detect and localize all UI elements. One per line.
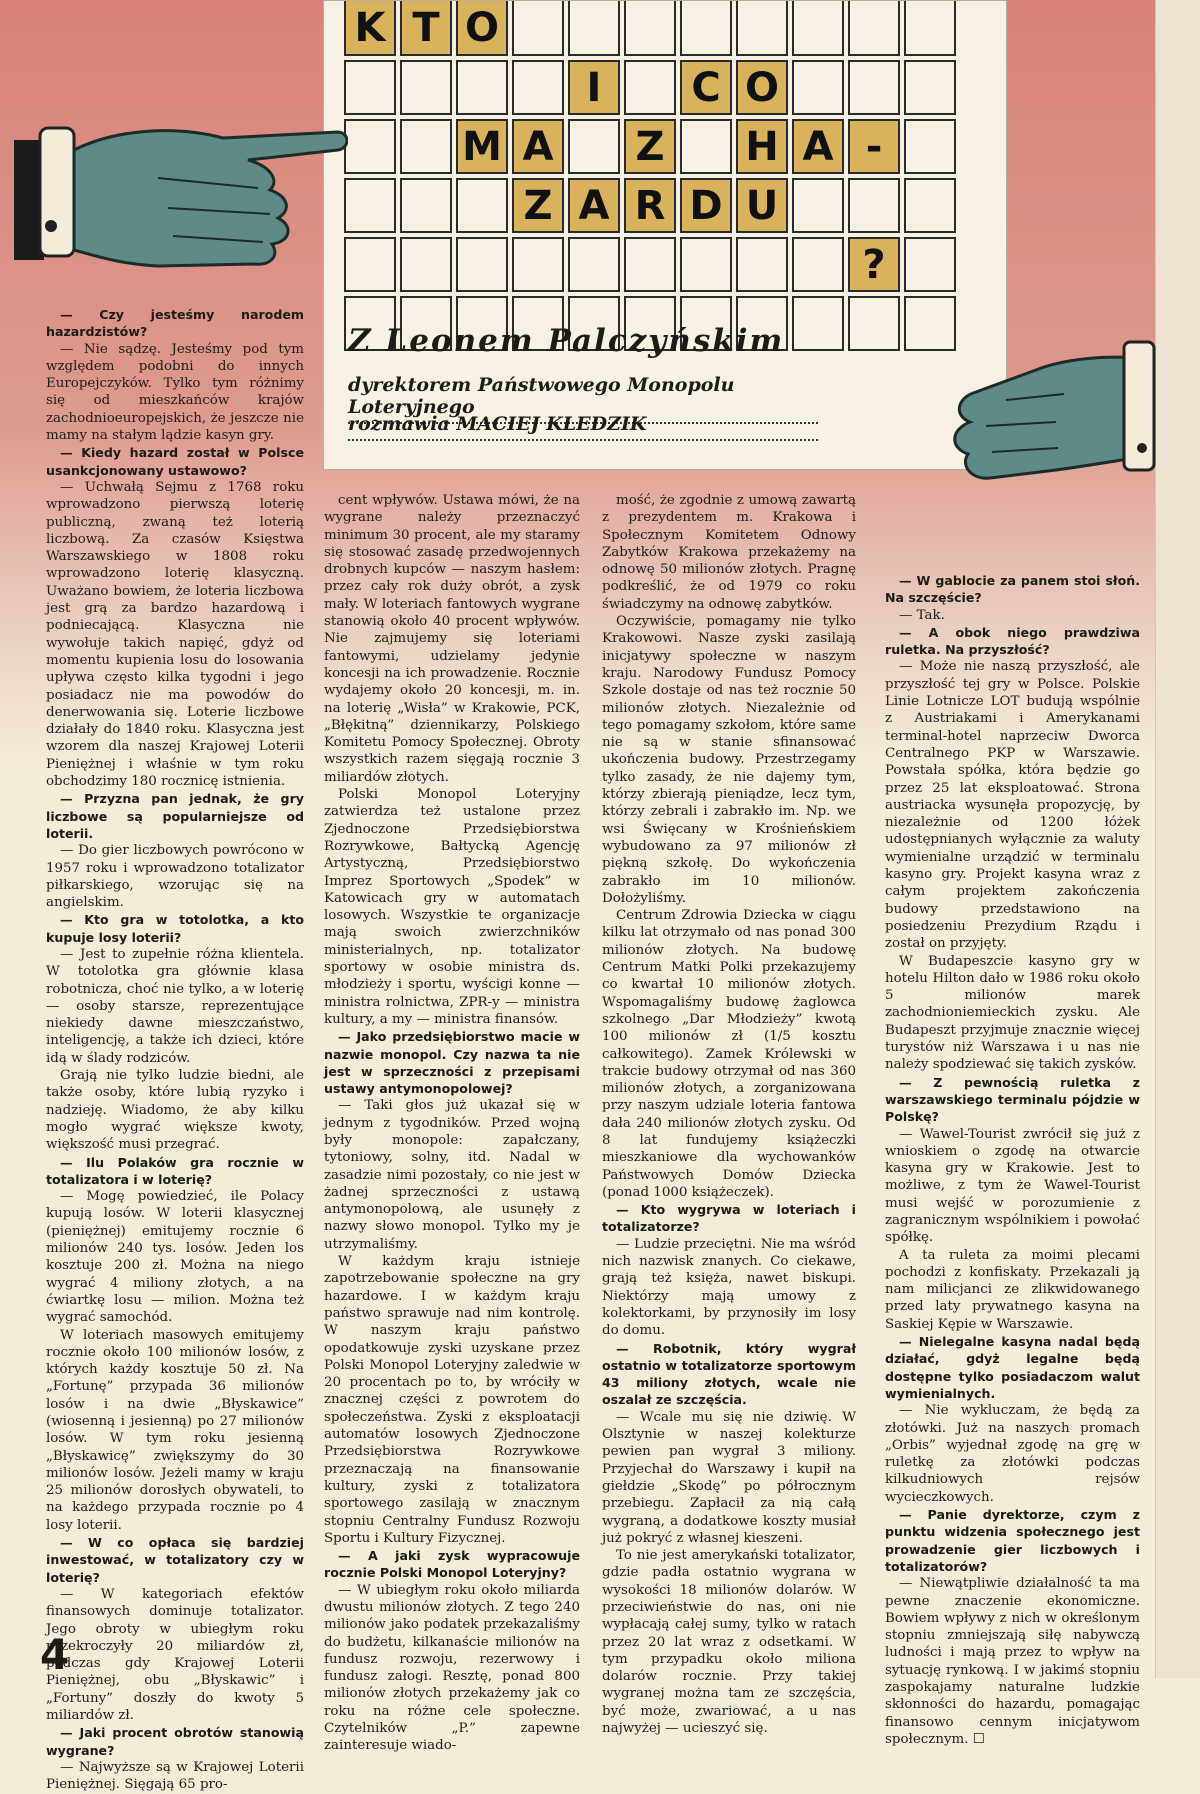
page-number: 4: [40, 1630, 70, 1679]
title-letter-tile: T: [400, 1, 452, 56]
title-letter-tile: D: [680, 178, 732, 233]
page-edge-strip: [1155, 0, 1200, 1678]
interview-answer: A ta ruleta za moimi plecami pochodzi z konfiskaty. Przekazali ją nam milicjanci ze zlikwidowanego przed laty prywatnego kasyna na Saskiej Kępie w Warszawie.: [885, 1247, 1140, 1332]
interview-answer: — Jest to zupełnie różna klientela. W totolotka gra głównie klasa robotnicza, choć nie tylko, a w loterię — osoby starsze, reprezentujące niekiedy dawne mieszczaństwo, inteligencję, a także ich dzieci, które idą w ślady rodziców.: [46, 946, 304, 1066]
interview-question: — Robotnik, który wygrał ostatnio w totalizatorze sportowym 43 miliony złotych, wcale nie oszalał ze szczęścia.: [602, 1340, 856, 1408]
grid-cell: [512, 1, 564, 56]
interview-question: — A jaki zysk wypracowuje rocznie Polski Monopol Loteryjny?: [324, 1548, 580, 1581]
interview-answer: Polski Monopol Loteryjny zatwierdza też ustalone przez Zjednoczone Przedsiębiorstwa Rozrywkowe, Bałtycką Agencję Artystyczną, Przedsiębiorstwo Imprez Sportowych „Spodek” w Katowicach gry w automatach losowych. Wszystkie te organizacje mają swoich zwierzchników ministerialnych, np. totalizator sportowy w osobie ministra ds. młodzieży i sportu, wyścigi konne — ministra rolnictwa, ZPR-y — ministra kultury, a my — ministra finansów.: [324, 787, 580, 1027]
interview-answer: W Budapeszcie kasyno gry w hotelu Hilton dało w 1986 roku około 5 milionów marek zachodnioniemieckich zysku. Ale Budapeszt przyjmuje znacznie więcej turystów niż Warszawa i u nas nie należy spodziewać się takich zysków.: [885, 953, 1140, 1073]
interview-answer: — Niewątpliwie działalność ta ma pewne znaczenie ekonomiczne. Bowiem wpływy z nich w określonym stopniu zmniejszają siłę nabywczą ludności i mają przez to wpływ na sytuację rynkową. I w jakimś stopniu zaspokajamy naturalne ludzkie skłonności do hazardu, pomagając finansowo cennym inicjatywom społecznym. ☐: [885, 1576, 1140, 1747]
grid-cell: [904, 237, 956, 292]
interview-question: — Przyzna pan jednak, że gry liczbowe są popularniejsze od loterii.: [46, 791, 304, 841]
interview-answer: — Do gier liczbowych powrócono w 1957 roku i wprowadzono totalizator piłkarskiego, wzorując się na angielskim.: [46, 843, 304, 911]
interview-answer: — Nie wykluczam, że będą za złotówki. Już na naszych promach „Orbis” wyjednał zgodę na grę w ruletkę za złotówki podczas kilkudniowych rejsów wycieczkowych.: [885, 1403, 1140, 1505]
interview-question: — Kto gra w totolotka, a kto kupuje losy loterii?: [46, 912, 304, 945]
position-line: dyrektorem Państwowego Monopolu Loteryjnego: [348, 374, 818, 424]
title-letter-tile: -: [848, 119, 900, 174]
grid-cell: [680, 237, 732, 292]
interview-answer: — Mogę powiedzieć, ile Polacy kupują losów. W loterii klasycznej (pieniężnej) emitujemy rocznie 6 milionów 240 tys. losów. Jeden los kosztuje 200 zł. Można na niego wygrać 4 miliony złotych, a na ćwiartkę losu — milion. Można też wygrać samochód.: [46, 1189, 304, 1326]
text-column-4: [885, 572, 1140, 1748]
interview-answer: To nie jest amerykański totalizator, gdzie padła ostatnio wygrana w wysokości 18 milionów dolarów. W przeciwieństwie do nas, oni nie wypłacają całej sumy, tylko w ratach przez 20 lat wraz z odsetkami. W tym przypadku około miliona dolarów rocznie. Przy takiej wygranej można tam ze szczęścia, być może, zwariować, a u nas najwyżej — ucieszyć się.: [602, 1548, 856, 1737]
interview-answer: Grają nie tylko ludzie biedni, ale także osoby, które lubią ryzyko i nadzieję. Wiadomo, że aby kilku mogło wygrać większe kwoty, większość musi przegrać.: [46, 1068, 304, 1153]
interview-answer: mość, że zgodnie z umową zawartą z prezydentem m. Krakowa i Społecznym Komitetem Odnowy Zabytków Krakowa przekażemy na odnowę 50 milionów złotych. Pragnę podkreślić, że od 1979 co roku świadczymy na odnowę zabytków.: [602, 493, 856, 612]
grid-cell: [512, 60, 564, 115]
title-letter-tile: ?: [848, 237, 900, 292]
interview-answer: W loteriach masowych emitujemy rocznie około 100 milionów losów, z których każdy kosztuje 50 zł. Na „Fortunę” przypada 36 milionów losów i na dwie „Błyskawice” (wiosenną i jesienną) po 27 milionów losów. W tym roku jesienną „Błyskawicę” zwiększymy do 30 milionów losów. Jeżeli mamy w kraju 25 milionów dorosłych obywateli, to na każdego przypada rocznie po 4 losy loterii.: [46, 1327, 304, 1533]
grid-cell: [904, 119, 956, 174]
grid-cell: [792, 237, 844, 292]
interview-question: — Czy jesteśmy narodem hazardzistów?: [46, 307, 304, 340]
grid-cell: [456, 60, 508, 115]
title-letter-tile: O: [456, 1, 508, 56]
title-letter-tile: A: [568, 178, 620, 233]
text-column-2: [324, 492, 580, 1755]
grid-cell: [848, 178, 900, 233]
title-letter-tile: A: [512, 119, 564, 174]
title-letter-tile: Z: [512, 178, 564, 233]
grid-cell: [904, 1, 956, 56]
interview-answer: — Ludzie przeciętni. Nie ma wśród nich nazwisk znanych. Co ciekawe, grają też księża, nawet biskupi. Niektórzy mają umowy z kolektorkami, by przynosiły im losy do domu.: [602, 1236, 856, 1339]
interview-answer: — Wcale mu się nie dziwię. W Olsztynie w naszej kolekturze pewien pan wygrał 3 miliony. Przyjechał do Warszawy i kupił na giełdzie „Skodę” po półrocznym przebiegu. Zapłacił za nią całą wygraną, a dodatkowe koszty musiał już pokryć z własnej kieszeni.: [602, 1409, 856, 1546]
interview-answer: Oczywiście, pomagamy nie tylko Krakowowi. Nasze zyski zasilają inicjatywy społeczne w naszym kraju. Narodowy Fundusz Pomocy Szkole dostaje od nas też rocznie 50 milionów złotych. Niezależnie od tego pomagamy szkołom, które same nie są w stanie sfinansować ukończenia budowy. Przestrzegamy tylko zasady, że nie dajemy tym, którzy zbierają pieniądze, lecz tym, którzy zebrali i zabrakło im. Np. we wsi Święcany w Krośnieńskiem wybudowano za 97 milionów zł piękną szkołę. Do wykończenia zabrakło im 10 milionów. Dołożyliśmy.: [602, 614, 856, 906]
interview-answer: — Nie sądzę. Jesteśmy pod tym względem podobni do innych Europejczyków. Tylko tym różnimy się od mieszkańców krajów zachodnioeuropejskich, że jeszcze nie mamy na stałym lądzie kasyn gry.: [46, 341, 304, 444]
grid-cell: [568, 119, 620, 174]
grid-cell: [344, 178, 396, 233]
grid-cell: [848, 1, 900, 56]
grid-cell: [848, 60, 900, 115]
interview-question: — W gablocie za panem stoi słoń. Na szczęście?: [885, 573, 1140, 606]
title-letter-tile: K: [344, 1, 396, 56]
interview-answer: — W ubiegłym roku około miliarda dwustu milionów złotych. Z tego 240 milionów jako podatek przekazaliśmy do budżetu, kilkanaście milionów na fundusz rozwoju, rezerwowy i fundusz załogi. Resztę, ponad 800 milionów złotych przekażemy jak co roku na różne cele społeczne. Czytelników „P.” zapewne zainteresuje wiado-: [324, 1582, 580, 1754]
grid-cell: [680, 119, 732, 174]
interview-question: — Z pewnością ruletka z warszawskiego terminalu pójdzie w Polskę?: [885, 1074, 1140, 1125]
grid-cell: [792, 1, 844, 56]
interview-question: — Ilu Polaków gra rocznie w totalizatora i w loterię?: [46, 1154, 304, 1187]
interview-question: — Nielegalne kasyna nadal będą działać, gdyż legalne będą dostępne tylko posiadaczom walut wymienialnych.: [885, 1334, 1140, 1401]
pointing-hand-left-icon: [8, 118, 348, 278]
title-letter-tile: C: [680, 60, 732, 115]
title-letter-tile: A: [792, 119, 844, 174]
grid-cell: [512, 237, 564, 292]
grid-cell: [680, 1, 732, 56]
grid-cell: [624, 1, 676, 56]
interview-question: — Kiedy hazard został w Polsce usankcjonowany ustawowo?: [46, 445, 304, 478]
pointing-hand-right-icon: [946, 330, 1156, 500]
grid-cell: [344, 237, 396, 292]
grid-cell: [568, 237, 620, 292]
grid-cell: [624, 60, 676, 115]
title-letter-tile: R: [624, 178, 676, 233]
grid-cell: [400, 60, 452, 115]
title-letter-tile: O: [736, 60, 788, 115]
interview-question: — Panie dyrektorze, czym z punktu widzenia społecznego jest prowadzenie gier liczbowych i totalizatorów?: [885, 1507, 1140, 1574]
interview-question: — Jako przedsiębiorstwo macie w nazwie monopol. Czy nazwa ta nie jest w sprzeczności z przepisami ustawy antymonopolowej?: [324, 1029, 580, 1097]
interview-answer: Centrum Zdrowia Dziecka w ciągu kilku lat otrzymało od nas ponad 300 milionów złotych. Na budowę Centrum Matki Polki przekazujemy co kwartał 10 milionów złotych. Wspomagaliśmy budowę żaglowca szkolnego „Dar Młodzieży” kwotą 100 milionów zł (1/5 kosztu całkowitego). Zamek Królewski w trakcie budowy otrzymał od nas 360 milionów złotych, a zorganizowana przy naszym udziale loteria fantowa dała 240 milionów złotych zysku. Od 8 lat fundujemy książeczki mieszkaniowe dla wychowanków Państwowych Domów Dziecka (ponad 1000 książeczek).: [602, 908, 856, 1200]
interview-answer: — Taki głos już ukazał się w jednym z tygodników. Przed wojną były monopole: zapałczany, tytoniowy, solny, itd. Nadal w zasadzie nimi pozostały, co nie jest w żadnej sprzeczności z ustawą antymonopolową, ale usunęły z nazwy słowo monopol. Tylko my je utrzymaliśmy.: [324, 1098, 580, 1252]
grid-cell: [624, 237, 676, 292]
interview-answer: — Uchwałą Sejmu z 1768 roku wprowadzono pierwszą loterię publiczną, zwaną też loterią liczbową. Za czasów Księstwa Warszawskiego w 1808 roku wprowadzono loterię klasyczną. Uważano bowiem, że loteria liczbowa jest grą za bardzo hazardową i podniecającą. Klasyczna nie wywołuje takich napięć, gdyż od momentu kupienia losu do losowania upływa często kilka tygodni i jego posiadacz nie ma powodów do denerwowania się. Loterie liczbowe działały do 1840 roku. Klasyczna jest wzorem dla naszej Krajowej Loterii Pieniężnej i właśnie w tym roku obchodzimy 180 rocznicę istnienia.: [46, 479, 304, 790]
title-letter-tile: U: [736, 178, 788, 233]
interview-question: — A obok niego prawdziwa ruletka. Na przyszłość?: [885, 624, 1140, 658]
interview-question: — Kto wygrywa w loteriach i totalizatorze?: [602, 1202, 856, 1235]
grid-cell: [400, 237, 452, 292]
title-grid: [344, 1, 956, 351]
interviewee-line: Z Leonem Palczyńskim: [348, 323, 785, 359]
grid-cell: [400, 178, 452, 233]
interview-answer: — W kategoriach efektów finansowych dominuje totalizator. Jego obroty w ubiegłym roku przekroczyły 20 miliardów zł, podczas gdy Krajowej Loterii Pieniężnej, obu „Błyskawic” i „Fortuny” doszły do kwoty 5 miliardów zł.: [46, 1586, 304, 1724]
interview-answer: W każdym kraju istnieje zapotrzebowanie społeczne na gry hazardowe. I w każdym kraju państwo sprawuje nad nim kontrolę. W naszym kraju państwo opodatkowuje zyski uzyskane przez Polski Monopol Loteryjny zaledwie w 20 procentach po to, by wróciły w znacznej części z powrotem do społeczeństwa. Zyski z eksploatacji automatów losowych Zjednoczone Przedsiębiorstwa Rozrywkowe przeznaczają na finansowanie kultury, zyski z totalizatora sportowego zasilają w znacznym stopniu Centralny Fundusz Rozwoju Sportu i Kultury Fizycznej.: [324, 1254, 580, 1546]
interview-answer: — Najwyższe są w Krajowej Loterii Pieniężnej. Sięgają 65 pro-: [46, 1759, 304, 1793]
grid-cell: [904, 60, 956, 115]
grid-cell: [792, 60, 844, 115]
grid-cell: [344, 119, 396, 174]
grid-cell: [736, 1, 788, 56]
title-letter-tile: I: [568, 60, 620, 115]
grid-cell: [400, 119, 452, 174]
grid-cell: [456, 178, 508, 233]
grid-cell: [904, 178, 956, 233]
grid-cell: [736, 237, 788, 292]
text-column-3: [602, 492, 856, 1737]
grid-cell: [456, 237, 508, 292]
grid-cell: [344, 60, 396, 115]
interview-question: — W co opłaca się bardziej inwestować, w totalizatory czy w loterię?: [46, 1535, 304, 1585]
grid-cell: [792, 178, 844, 233]
interview-answer: — Tak.: [899, 607, 945, 623]
interview-answer: — Wawel-Tourist zwrócił się już z wnioskiem o zgodę na otwarcie kasyna gry w Krakowie. Jest to możliwe, z tym że Wawel-Tourist musi wejść w porozumienie z zagranicznym wspólnikiem i powołać spółkę.: [885, 1126, 1140, 1246]
interview-answer: — Może nie naszą przyszłość, ale przyszłość tej gry w Polsce. Polskie Linie Lotnicze LOT budują wspólnie z Austriakami i Amerykanami terminal-hotel naprzeciw Dworca Centralnego PKP w Warszawie. Powstała spółka, która będzie go przez 25 lat eksploatować. Strona austriacka wysunęła propozycję, by niezależnie od 1200 łóżek udostępnianych wyłącznie za waluty wymienialne urządzić w terminalu kasyno gry. Projekt kasyna wraz z całym projektem zakończenia budowy przedstawiono na posiedzeniu Prezydium Rządu i został on przyjęty.: [885, 659, 1140, 952]
title-crossword-box: [323, 0, 1007, 470]
grid-cell: [568, 1, 620, 56]
interview-question: — Jaki procent obrotów stanowią wygrane?: [46, 1725, 304, 1758]
title-letter-tile: M: [456, 119, 508, 174]
interview-answer: cent wpływów. Ustawa mówi, że na wygrane należy przeznaczyć minimum 30 procent, ale my staramy się stosować zasadę przedwojennych drobnych kupców — naszym hasłem: przez cały rok duży obrót, a zysk mały. W loteriach fantowych wygrane stanowią około 40 procent wpływów. Nie zajmujemy się loteriami fantowymi, udzielamy jedynie koncesji na ich prowadzenie. Rocznie wydajemy około 20 koncesji, m. in. na loterię „Wisła” w Krakowie, PCK, „Błękitną” dziennikarzy, Polskiego Komitetu Pomocy Społecznej. Obroty wszystkich razem sięgają rocznie 3 miliardów złotych.: [324, 493, 580, 785]
text-column-1: [46, 306, 304, 1794]
title-letter-tile: H: [736, 119, 788, 174]
author-line: rozmawia MACIEJ KLEDZIK: [348, 413, 818, 441]
title-letter-tile: Z: [624, 119, 676, 174]
